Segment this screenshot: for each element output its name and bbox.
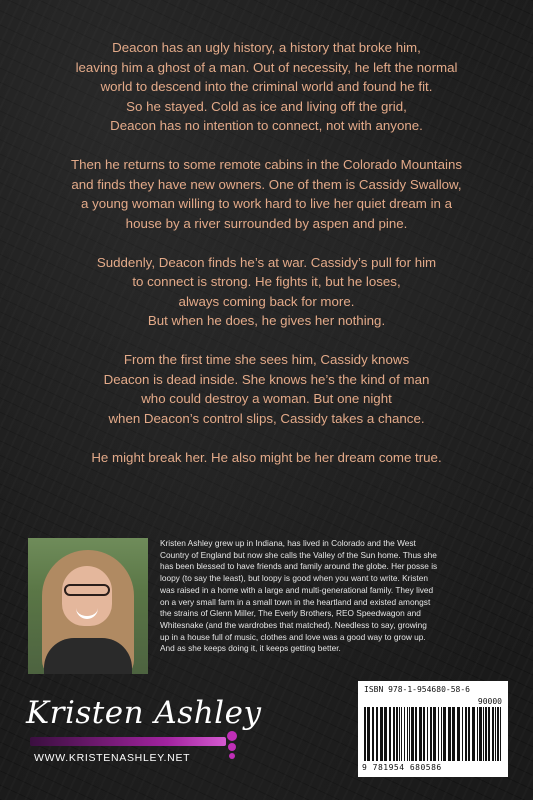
barcode-bar (457, 707, 460, 761)
barcode-bar (430, 707, 432, 761)
barcode-bar (500, 707, 501, 761)
barcode-bar (372, 707, 374, 761)
barcode-bar (465, 707, 467, 761)
bio-line: up in a house full of music, clothes and love was a good way to grow up. (160, 631, 426, 642)
barcode-bar (364, 707, 366, 761)
blurb-line: So he stayed. Cold as ice and living off the grid, (126, 98, 407, 114)
logo-accent-bar (30, 737, 226, 746)
isbn-label: ISBN 978-1-954680-58-6 (364, 685, 470, 694)
barcode-bar (380, 707, 383, 761)
blurb-line: From the first time she sees him, Cassidy knows (123, 352, 410, 367)
logo-author-name: Kristen Ashley (26, 695, 262, 731)
blurb-line: Then he returns to some remote cabins in the Colorado Mountains (71, 157, 462, 172)
barcode-bar (495, 707, 496, 761)
barcode-bar (438, 707, 439, 761)
barcode-bar (433, 707, 436, 761)
barcode-bar (401, 707, 402, 761)
blurb-tagline (20, 448, 513, 468)
barcode-bar (468, 707, 470, 761)
barcode-bar (472, 707, 475, 761)
blurb-paragraph-3 (20, 253, 513, 331)
barcode-bar (462, 707, 463, 761)
blurb-line: a young woman willing to work hard to live her quiet dream in a (80, 196, 453, 211)
barcode-bar (367, 707, 370, 761)
barcode-bar (407, 707, 408, 761)
author-website-link[interactable]: WWW.KRISTENASHLEY.NET (34, 752, 191, 764)
barcode-bars (364, 707, 502, 761)
blurb-line: But when he does, he gives her nothing. (147, 313, 386, 328)
barcode-bar (441, 707, 442, 761)
blurb-line: and finds they have new owners. One of them is Cassidy Swallow, (71, 176, 462, 192)
barcode-bar (393, 707, 395, 761)
barcode-bar (483, 707, 484, 761)
barcode-bar (485, 707, 487, 761)
bio-line: Whitesnake (and the wardrobes that matched). Needless to say, growing (160, 619, 427, 630)
barcode-bar (404, 707, 405, 761)
blurb-line: who could destroy a woman. But one night (141, 391, 392, 406)
barcode-bar (492, 707, 494, 761)
bio-line: has been blessed to have friends and family around the globe. Her posse is (160, 561, 438, 572)
blurb-line: world to descend into the criminal world and found he fit. (100, 79, 433, 94)
blurb-line: always coming back for more. (178, 293, 355, 309)
blurb-line: house by a river surrounded by aspen and pine. (125, 215, 408, 231)
blurb-paragraph-1 (20, 38, 513, 136)
bio-line: Kristen Ashley grew up in Indiana, has lived in Colorado and the West (160, 538, 416, 548)
barcode-bar (448, 707, 451, 761)
barcode-bar (479, 707, 482, 761)
bio-line: loopy (to say the least), but loopy is good when you want to write. Kristen (160, 573, 428, 584)
barcode-bar (409, 707, 410, 761)
blurb-line: He might break her. He also might be her dream come true. (91, 449, 442, 465)
blurb-paragraph-2 (20, 155, 513, 233)
barcode-number: 9 781954 680586 (362, 763, 442, 772)
logo-dots-icon (226, 731, 238, 763)
barcode-bar (396, 707, 398, 761)
blurb-paragraph-4 (20, 350, 513, 428)
barcode-bar (415, 707, 417, 761)
barcode-bar (488, 707, 490, 761)
barcode-bar (399, 707, 400, 761)
barcode-bar (497, 707, 499, 761)
barcode-bar (423, 707, 425, 761)
blurb-line: when Deacon’s control slips, Cassidy takes a chance. (108, 410, 425, 426)
blurb-line: Deacon has no intention to connect, not with anyone. (110, 118, 423, 133)
barcode-bar (452, 707, 455, 761)
bio-line: Country of England but now she calls the Valley of the Sun home. Thus she (160, 549, 437, 560)
barcode-bar (443, 707, 446, 761)
blurb-line: Suddenly, Deacon finds he’s at war. Cassidy’s pull for him (96, 254, 437, 270)
barcode-bar (376, 707, 378, 761)
author-photo (28, 538, 148, 674)
barcode-bar (389, 707, 391, 761)
barcode-bar (384, 707, 387, 761)
blurb-line: Deacon has an ugly history, a history that broke him, (112, 40, 421, 55)
author-logo (26, 695, 262, 765)
blurb-line: to connect is strong. He fights it, but he loses, (132, 274, 401, 289)
barcode-bar (419, 707, 422, 761)
isbn-barcode (358, 681, 508, 777)
blurb-line: Deacon is dead inside. She knows he’s the kind of man (103, 371, 430, 387)
price-code: 90000 (477, 697, 502, 706)
author-bio (160, 538, 513, 655)
bio-line: on a very small farm in a small town in the heartland and existed amongst (160, 596, 431, 607)
barcode-bar (411, 707, 414, 761)
back-cover-blurb (20, 38, 513, 487)
barcode-bar (427, 707, 428, 761)
bio-line: the strains of Glenn Miller, The Everly Brothers, REO Speedwagon and (160, 608, 421, 619)
bio-line: was raised in a home with a large and multi-generational family. They lived (160, 584, 434, 595)
blurb-line: leaving him a ghost of a man. Out of necessity, he left the normal (75, 59, 458, 75)
barcode-bar (477, 707, 478, 761)
bio-line: And as she keeps doing it, it keeps getting better. (160, 643, 341, 654)
